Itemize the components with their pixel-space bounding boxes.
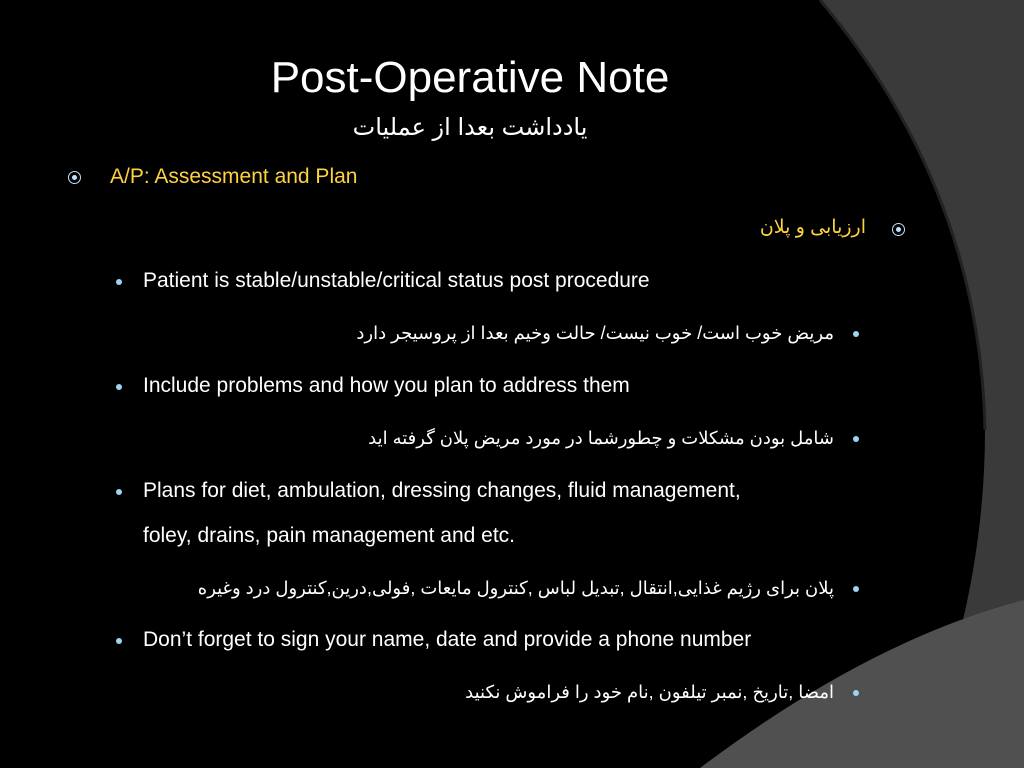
bullet-dot-icon [853, 690, 859, 696]
bullet-text-fa: شامل بودن مشکلات و چطورشما در مورد مریض پلان گرفته اید [368, 428, 834, 448]
bullet-dot-icon [853, 436, 859, 442]
bullet-dot-icon [116, 279, 122, 285]
bullet-dot-icon [116, 384, 122, 390]
slide-subtitle: یادداشت بعدا از عملیات [352, 114, 588, 141]
bullet-text-en: Don’t forget to sign your name, date and provide a phone number [143, 628, 752, 651]
section-heading-fa: ارزیابی و پلان [759, 217, 866, 238]
section-heading-en: A/P: Assessment and Plan [110, 165, 358, 188]
bullet-text-fa: مریض خوب است/ خوب نیست/ حالت وخیم بعدا از پروسیجر دارد [356, 323, 834, 343]
bullet-text-en: Include problems and how you plan to address them [143, 374, 630, 397]
bullet-text-en-line2: foley, drains, pain management and etc. [143, 524, 516, 547]
bullet-dot-icon [853, 586, 859, 592]
bullet-dot-icon [116, 638, 122, 644]
ring-bullet-icon [892, 223, 905, 236]
bullet-text-en: Patient is stable/unstable/critical status post procedure [143, 269, 650, 292]
bullet-text-fa: امضا ,تاریخ ,نمبر تیلفون ,نام خود را فراموش نکنید [465, 682, 834, 702]
bullet-dot-icon [116, 489, 122, 495]
ring-bullet-icon [68, 171, 81, 184]
bullet-text-en-line1: Plans for diet, ambulation, dressing changes, fluid management, [143, 479, 741, 502]
bullet-dot-icon [853, 331, 859, 337]
slide-title: Post-Operative Note [270, 53, 670, 102]
bullet-text-fa: پلان برای رژیم غذایی,انتقال ,تبدیل لباس ,کنترول مایعات ,فولی,درین,کنترول درد وغیره [197, 578, 834, 598]
